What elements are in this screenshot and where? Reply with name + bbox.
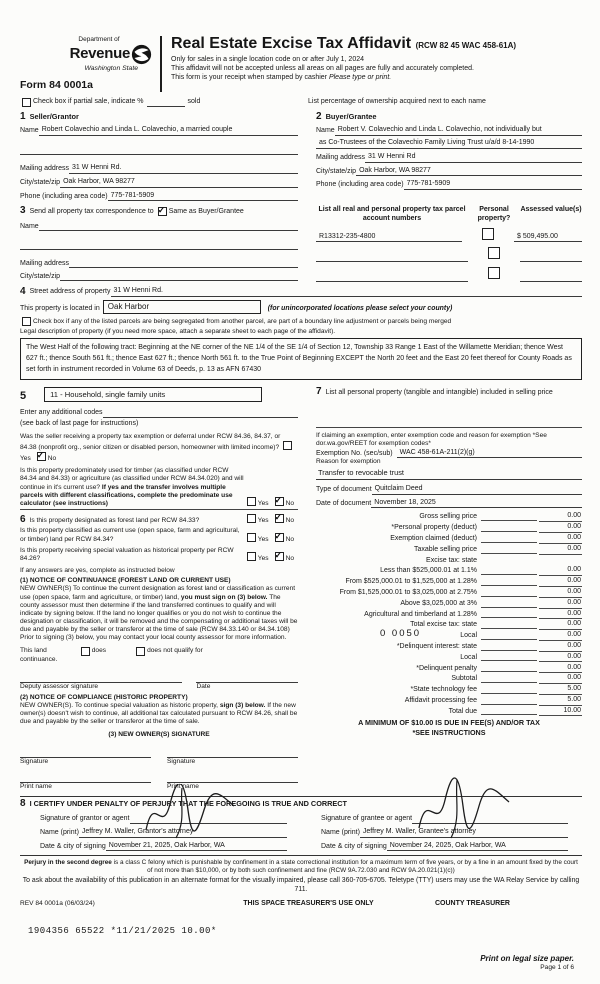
total-state-excise-field[interactable]: 0.00 — [539, 620, 582, 630]
revision-number: REV 84 0001a (06/03/24) — [20, 899, 95, 907]
seller-citystatezip-field[interactable]: Oak Harbor, WA 98277 — [60, 178, 298, 188]
exemption-code-field[interactable]: WAC 458-61A-211(2)(g) — [397, 449, 582, 459]
tax-correspondence-section: 3 Send all property tax correspondence to ✓ Same as Buyer/Grantee Name Mailing address City/state/zip — [20, 206, 308, 281]
perjury-notice: Perjury in the second degree is a class C felony which is punishable by confinement in a state correctional institution for a maximum term of five years, or by a fine in an amount fixed by the court of not more than $10,000, or by both such confinement and fine (RCW 9A.72.030 and RCW 9A.20.021(1)(c)) — [24, 859, 578, 875]
section6-number: 6 — [20, 514, 26, 526]
s6-q1-yes-checkbox[interactable] — [247, 514, 256, 523]
local-rate-code[interactable]: 0 0050 — [380, 628, 422, 640]
parcel-number-field-3[interactable] — [316, 273, 468, 282]
segregated-parcel-checkbox[interactable] — [22, 317, 31, 326]
personal-property-deduct-field[interactable]: 0.00 — [539, 523, 582, 533]
grantor-printed-name-field[interactable]: Jeffrey M. Waller, Grantor's attorney — [79, 828, 287, 838]
grantee-printed-name-field[interactable]: Jeffrey M. Waller, Grantee's attorney — [360, 828, 568, 838]
seller-heading: Seller/Grantor — [29, 111, 79, 121]
seller-name-extra-line[interactable] — [20, 146, 298, 155]
parcel-row — [316, 228, 582, 243]
exemption-instructions: If claiming an exemption, enter exemption code and reason for exemption *See dor.wa.gov/REET for exemption codes* — [316, 432, 547, 448]
exemption-deferral-question: Was the seller receiving a property tax exemption or deferral under RCW 84.36, 84.37, or 84.38 (nonprofit org., senior citizen or disabled person, homeowner with limited income)? Yes ✓ No — [20, 433, 298, 464]
s5-q2-no-checkbox[interactable] — [275, 497, 284, 506]
gross-selling-price-field[interactable]: 0.00 — [539, 512, 582, 522]
parcel-number-field-2[interactable] — [316, 253, 468, 262]
reason-for-exemption-label: Reason for exemption — [316, 458, 381, 466]
notice-continuance-title: (1) NOTICE OF CONTINUANCE (FOREST LAND OR CURRENT USE) — [20, 577, 231, 585]
buyer-name-field-line2[interactable]: as Co-Trustees of the Colavechio Family Living Trust u/a/d 8-14-1990 — [316, 139, 582, 149]
new-owners-signature-title: (3) NEW OWNER(S) SIGNATURE — [108, 730, 210, 738]
notice-compliance-body: NEW OWNER(S). To continue special valuation as historic property, sign (3) below. If the new owner(s) doesn't wish to continue, all additional tax calculated pursuant to RCW 84.26, shall be due and payable by the seller or transferor at the time of sale. — [20, 702, 298, 726]
grantor-signature-block: Signature of grantor or agent Name (print) Jeffrey M. Waller, Grantor's attorney Date & city of signing November 21, 2025, Oak Harbor, WA — [20, 810, 301, 852]
land-use-code-section — [20, 387, 298, 402]
new-owner-signature-field-1[interactable] — [20, 749, 151, 758]
correspondence-mailing-field[interactable] — [69, 259, 298, 268]
partial-sale-label: Check box if partial sale, indicate % — [33, 97, 144, 105]
section4-number: 4 — [20, 285, 26, 297]
parcel-row — [316, 247, 582, 262]
timber-agriculture-question: Is this property predominately used for timber (as classified under RCW 84.34 and 84.33) or agriculture (as classified under RCW 84.34.020) and will continue in it's current use? If yes and the transfer involves multiple parcels with different classifications, complete the predominate use calculator (see instructions) Yes ✓ No — [20, 467, 298, 510]
same-as-buyer-checkbox[interactable] — [158, 207, 167, 216]
total-due-field[interactable]: 10.00 — [539, 707, 582, 717]
reet-affidavit-form: Department of Revenue Washington State Form 84 0001a Real Estate Excise Tax Affidavit (RCW 82 45 WAC 458-61A) Only for sales in a single location code on or after July 1, 2024 This affidavit will not be accepted unless all areas on all pages are fully and accurately completed. This form is your receipt when stamped by cashier Please type or print. Check box if partial sale, indicate % sold List percentage of ownership acquired next to each name 1 Seller/Grantor Name Robert Colavechio and Linda L. Colavechio, a married couple Mailing address 31 W Henni Rd. City/state/zip Oak Harbor, WA 98277 Phone (including area code) 775-781-5909 2 Buyer/Grantee Name Robert V. Colavechio and Linda L. Colavechio, not individually but as Co-Trustees of the Colavechio Family Living Trust u/a/d 8-14-1990 Mailing address 31 W Henni Rd City/state/zip Oak Harbor, WA 98277 Phone (including area code) 775-781-5909 3 Send all property tax correspondence to ✓ Same as Buyer/Grantee Name Mailing address City/state/zip List all real and personal property tax parcel account numbers Personal property? Assessed value(s) R13312-235-4800 $ 509,495.00 4 Street address of property 31 W Henni Rd. This property is located in Oak Harbor (for unincorporated locations please select your county) Check box if any of the listed parcels are being segregated from another parcel, are part of a boundary line adjustment or parcels being merged Legal description of property (if you need more space, attach a separate sheet to each page of the affidavit). The West Half of the following tract: Beginning at the NE corner of the NE 1/4 of the SE 1/4 of Section 12, Township 33 Range 1 East of the Willamette Meridian; thence West 627 ft.; thence South 561 ft.; thence East 627 ft.; thence North 561 ft. to the True Point of Beginning EXCEPT the North 20 feet and the East 20 feet thereof for County Roads as set forth in instrument recorded in Volume 63 of Deeds, p. 13 as AFN 67430 5 11 - Household, single family units Enter any additional codes (see back of last page for instructions) Was the seller receiving a property tax exemption or deferral under RCW 84.36, 84.37, or 84.38 (nonprofit org., senior citizen or disabled person, homeowner with limited income)? Yes ✓ No Is this property predominately used for timber (as classified under RCW 84.34 and 84.33) or agriculture (as classified under RCW 84.34.020) and will continue in it's current use? If yes and the transfer involves multiple parcels with different classifications, complete the predominate use calculator (see instructions) Yes ✓ No 6 Is this property designated as forest land per RCW 84.33? Yes ✓ No Is this property classified as current use (open space, farm and agricultural, or timber) land per RCW 84.34? Yes ✓ No Is this property receiving special valuation as historical property per RCW 84.26? Yes ✓ No If any answers are yes, complete as instructed below (1) NOTICE OF CONTINUANCE (FOREST LAND OR CURRENT USE) NEW OWNER(S) To continue the current designation as forest land or classification as current use (open space, farm and agriculture, or timber) land, you must sign on (3) below. The county assessor must then determine if the land transferred continues to qualify and will indicate by signing below. If the land no longer qualifies or you do not wish to continue the designation or classification, it will be removed and the compensating or additional taxes will be due and payable by the seller or transferor at the time of sale (RCW 84.33.140 or 84.34.108) Prior to signing (3) below, you may contact your local county assessor for more information. This land does does not qualify for continuance. Deputy assessor signature Date (2) NOTICE OF COMPLIANCE (HISTORIC PROPERTY) NEW OWNER(S). To continue special valuation as historic property, sign (3) below. If the new owner(s) doesn't wish to continue, all additional tax calculated pursuant to RCW 84.26, shall be due and payable by the seller or transferor at the time of sale. (3) NEW OWNER(S) SIGNATURE Signature Signature Print name Print name 7 List all personal property (tangible and intangible) included in selling price If claiming an exemption, enter exemption code and reason for exemption *See dor.wa.gov/REET for exemption codes* Exemption No. (sec/sub) WAC 458-61A-211(2)(g) Reason for exemption Transfer to revocable trust Type of document Quitclaim Deed Date of document November 18, 2025 Gross selling price 0.00 *Personal property (deduct) 0.00 Exemption claimed (deduct) 0.00 Taxable selling price 0.00 Excise tax: state Less than $525,000.01 at 1.1% 0.00 From $525,000.01 to $1,525,000 at 1.28% 0.00 From $1,525,000.01 to $3,025,000 at 2.75% 0.00 Above $3,025,000 at 3% 0.00 Agricultural and timberland at 1.28% 0.00 Total excise tax: state 0.00 0 0050 Local 0.00 *Delinquent interest: state 0.00 Local 0.00 *Delinquent penalty 0.00 Subtotal 0.00 *State technology fee 5.00 Affidavit processing fee 5.00 Total due 10.00 A MINIMUM OF $10.00 IS DUE IN FEE(S) AND/OR TAX *SEE INSTRUCTIONS 8 I CERTIFY UNDER PENALTY OF PERJURY THAT THE FOREGOING IS TRUE AND CORRECT Signature of grantor or agent Name (print) Jeffrey M. Waller, Grantor's attorney Date & city of signing November 21, 2025, Oak Harbor, WA Signature of grantee or agent Name (print) Jeffrey M. Waller, Grantee's attorney Date & city of signing November 24, 2025, Oak Harbor, WA Perjury in the second degree is a class C felony which is punishable by confinement in a state correctional institution for a maximum term of five years, or by a fine in an amount fixed by the court of not more than $10,000, or by both such confinement and fine (RCW 9A.72.030 and RCW 9A.20.021(1)(c)) To ask about the availability of this publication in an alternate format for the visually impaired, please call 360-705-6705. Teletype (TTY) users may use the WA Relay Service by calling 711. REV 84 0001a (06/03/24) THIS SPACE TREASURER'S USE ONLY COUNTY TREASURER 1904356 65522 *11/21/2025 10.00* Print on legal size paper. Page 1 of 6 — [0, 0, 600, 984]
assessed-value-field-3[interactable] — [520, 273, 582, 282]
grantor-date-city-field[interactable]: November 21, 2025, Oak Harbor, WA — [106, 842, 287, 852]
parcel-row — [316, 267, 582, 282]
s5-q1-no-checkbox[interactable] — [37, 452, 46, 461]
page-indicator: Page 1 of 6 — [540, 963, 574, 971]
dor-logo-block — [20, 36, 162, 92]
s6-q2-yes-checkbox[interactable] — [247, 533, 256, 542]
unincorporated-note: (for unincorporated locations please select your county) — [267, 305, 453, 313]
section2-number: 2 — [316, 110, 322, 122]
seller-name-field[interactable]: Robert Colavechio and Linda L. Colavechio, a married couple — [39, 126, 298, 136]
new-owner-signature-field-2[interactable] — [167, 749, 298, 758]
revenue-wordmark: Revenue — [69, 45, 130, 63]
print-instructions: Print on legal size paper. Page 1 of 6 — [480, 953, 574, 971]
buyer-phone-field[interactable]: 775-781-5909 — [404, 180, 582, 190]
washington-state-label: Washington State — [84, 65, 138, 73]
land-use-code-field[interactable]: 11 - Household, single family units — [44, 387, 262, 402]
street-address-field[interactable]: 31 W Henni Rd. — [111, 287, 583, 297]
grantee-signature-block: Signature of grantee or agent Name (print) Jeffrey M. Waller, Grantee's attorney Date & city of signing November 24, 2025, Oak Harbor, WA — [301, 810, 582, 852]
excise-tax-table: Gross selling price 0.00 *Personal property (deduct) 0.00 Exemption claimed (deduct) 0.00 Taxable selling price 0.00 Excise tax: state Less than $525,000.01 at 1.1% 0.00 From $525,000.01 to $1,525,000 at 1.28% 0.00 From $1,525,000.01 to $3,025,000 at 2.75% 0.00 Above $3,025,000 at 3% 0.00 Agricultural and timberland at 1.28% 0.00 Total excise tax: state 0.00 0 0050 Local 0.00 *Delinquent interest: state 0.00 Local 0.00 *Delinquent penalty 0.00 Subtotal 0.00 *State technology fee 5.00 Affidavit processing fee 5.00 Total due 10.00 — [339, 512, 581, 715]
cashier-stamp: 1904356 65522 *11/21/2025 10.00* — [28, 926, 217, 937]
taxable-selling-price-field[interactable]: 0.00 — [539, 545, 582, 555]
buyer-grantee-section: 2 Buyer/Grantee Name Robert V. Colavechio and Linda L. Colavechio, not individually but as Co-Trustees of the Colavechio Family Living Trust u/a/d 8-14-1990 Mailing address 31 W Henni Rd City/state/zip Oak Harbor, WA 98277 Phone (including area code) 775-781-5909 — [308, 112, 582, 202]
personal-property-header: Personal property? — [477, 206, 511, 222]
agricultural-tax-field[interactable]: 0.00 — [539, 610, 582, 620]
personal-property-list-field[interactable] — [316, 397, 582, 428]
deputy-assessor-signature-field[interactable] — [20, 674, 182, 683]
seller-mailing-field[interactable]: 31 W Henni Rd. — [69, 164, 298, 174]
current-use-question: Is this property classified as current use (open space, farm and agricultural, or timber) land per RCW 84.34? Yes ✓ No — [20, 527, 298, 543]
land-qualify-row: This land does does not qualify for — [20, 647, 203, 655]
historical-property-question: Is this property receiving special valuation as historical property per RCW 84.26? Yes ✓ No — [20, 547, 298, 563]
county-treasurer-label: COUNTY TREASURER — [435, 899, 510, 907]
deputy-date-label: Date — [196, 682, 211, 690]
sold-label: sold — [187, 97, 201, 105]
personal-property-label: List all personal property (tangible and intangible) included in selling price — [325, 388, 553, 396]
seller-grantor-section: 1 Seller/Grantor Name Robert Colavechio and Linda L. Colavechio, a married couple Mailing address 31 W Henni Rd. City/state/zip Oak Harbor, WA 98277 Phone (including area code) 775-781-5909 — [20, 112, 308, 202]
s6-q3-yes-checkbox[interactable] — [247, 552, 256, 561]
form-title: Real Estate Excise Tax Affidavit (RCW 82 45 WAC 458-61A) — [171, 35, 517, 52]
ownership-percentage-note: List percentage of ownership acquired next to each name — [308, 97, 486, 105]
grantee-date-city-field[interactable]: November 24, 2025, Oak Harbor, WA — [387, 842, 568, 852]
partial-sale-percent-field[interactable] — [147, 98, 185, 107]
s5-q1-yes-checkbox[interactable] — [283, 441, 292, 450]
parcel-table — [308, 206, 582, 281]
subtotal-field[interactable]: 0.00 — [539, 674, 582, 684]
state-technology-fee-field[interactable]: 5.00 — [539, 685, 582, 695]
assessed-value-header: Assessed value(s) — [520, 206, 582, 214]
new-owner-printname-field-1[interactable] — [20, 774, 151, 783]
reason-for-exemption-value[interactable]: Transfer to revocable trust — [318, 467, 404, 477]
form-footer — [20, 855, 582, 937]
notice-compliance-title: (2) NOTICE OF COMPLIANCE (HISTORIC PROPERTY) — [20, 693, 188, 701]
tier2-tax-field[interactable]: 0.00 — [539, 577, 582, 587]
s6-q1-no-checkbox[interactable] — [275, 514, 284, 523]
assessed-value-field[interactable]: $ 509,495.00 — [514, 233, 582, 243]
partial-sale-checkbox[interactable] — [22, 98, 31, 107]
section7-number: 7 — [316, 385, 322, 397]
buyer-heading: Buyer/Grantee — [325, 111, 377, 121]
delinquent-interest-state-field[interactable]: 0.00 — [539, 642, 582, 652]
land-does-not-checkbox[interactable] — [136, 647, 145, 656]
additional-codes-field[interactable] — [103, 409, 299, 418]
legal-description-box[interactable]: The West Half of the following tract: Beginning at the NE corner of the NE 1/4 of the SE 1/4 of Section 12, Township 33 Range 1 East of the Willamette Meridian; thence West 627 ft.; thence South 561 ft.; thence East 627 ft.; thence North 561 ft. to the True Point of Beginning EXCEPT the North 20 feet and the East 20 feet thereof for County Roads as set forth in instrument recorded in Volume 63 of Deeds, p. 13 as AFN 67430 — [20, 338, 582, 380]
buyer-name-field-line1[interactable]: Robert V. Colavechio and Linda L. Colavechio, not individually but — [335, 126, 582, 136]
continuance-label: continuance. — [20, 655, 58, 663]
tier3-tax-field[interactable]: 0.00 — [539, 588, 582, 598]
parcel-number-field[interactable]: R13312-235-4800 — [316, 233, 462, 243]
form-header — [20, 36, 582, 92]
s6-q3-no-checkbox[interactable] — [275, 552, 284, 561]
personal-property-section — [316, 387, 582, 398]
correspondence-name-field[interactable] — [39, 222, 298, 231]
document-type-field[interactable]: Quitclaim Deed — [372, 485, 582, 495]
form-subtitle: Only for sales in a single location code on or after July 1, 2024 This affidavit will not be accepted unless all areas on all pages are fully and accurately completed. This form is your receipt when stamped by cashier Please type or print. — [171, 55, 474, 82]
location-select[interactable]: Oak Harbor — [103, 300, 261, 314]
local-excise-field[interactable]: 0.00 — [539, 631, 582, 641]
personal-property-checkbox-3[interactable] — [488, 267, 500, 279]
personal-property-checkbox-1[interactable] — [482, 228, 494, 240]
seller-phone-field[interactable]: 775-781-5909 — [108, 192, 298, 202]
forest-land-question: 6 Is this property designated as forest land per RCW 84.33? Yes ✓ No — [20, 514, 298, 525]
section5-number: 5 — [20, 390, 27, 403]
deputy-date-field[interactable] — [196, 674, 298, 683]
same-as-buyer-label: Same as Buyer/Grantee — [168, 207, 244, 215]
form-number: Form 84 0001a — [20, 78, 93, 91]
personal-property-checkbox-2[interactable] — [488, 247, 500, 259]
affidavit-processing-fee-field[interactable]: 5.00 — [539, 696, 582, 706]
see-back-note: (see back of last page for instructions) — [20, 420, 139, 428]
grantor-signature-field[interactable] — [130, 815, 287, 824]
s5-q2-yes-checkbox[interactable] — [247, 497, 256, 506]
delinquent-penalty-field[interactable]: 0.00 — [539, 664, 582, 674]
assessed-value-field-2[interactable] — [520, 253, 582, 262]
section3-number: 3 — [20, 205, 26, 217]
treasurer-use-label: THIS SPACE TREASURER'S USE ONLY — [243, 899, 374, 907]
notice-continuance-body: NEW OWNER(S) To continue the current designation as forest land or classification as current use (open space, farm and agriculture, or timber) land, you must sign on (3) below. The county assessor must then determine if the land transferred continues to qualify and will indicate by signing below. If the land no longer qualifies or you do not wish to continue the designation or classification, it will be removed and the compensating or additional taxes will be due and payable by the seller or transferor at the time of sale (RCW 84.33.140 or 84.34.108) Prior to signing (3) below, you may contact your local county assessor for more information. — [20, 585, 298, 642]
correspondence-extra-line[interactable] — [20, 241, 298, 250]
legal-description-label: Legal description of property (if you need more space, attach a separate sheet to each page of the affidavit). — [20, 327, 336, 335]
new-owner-printname-field-2[interactable] — [167, 774, 298, 783]
segregated-parcel-label: Check box if any of the listed parcels are being segregated from another parcel, are part of a boundary line adjustment or parcels being merged — [33, 317, 452, 325]
revenue-logo-icon — [131, 44, 152, 65]
land-does-checkbox[interactable] — [81, 647, 90, 656]
accessibility-notice: To ask about the availability of this publication in an alternate format for the visually impaired, please call 360-705-6705. Teletype (TTY) users may use the WA Relay Service by calling 711. — [22, 877, 580, 893]
correspondence-citystatezip-field[interactable] — [60, 272, 298, 281]
parcel-numbers-header: List all real and personal property tax parcel account numbers — [318, 206, 466, 222]
tier1-tax-field[interactable]: 0.00 — [539, 566, 582, 576]
s6-q2-no-checkbox[interactable] — [275, 533, 284, 542]
delinquent-interest-local-field[interactable]: 0.00 — [539, 653, 582, 663]
rcw-reference: (RCW 82 45 WAC 458-61A) — [415, 41, 517, 50]
deputy-assessor-label: Deputy assessor signature — [20, 682, 99, 690]
grantee-signature-field[interactable] — [412, 815, 568, 824]
exemption-claimed-field[interactable]: 0.00 — [539, 534, 582, 544]
minimum-due-note: A MINIMUM OF $10.00 IS DUE IN FEE(S) AND/OR TAX *SEE INSTRUCTIONS — [358, 718, 540, 737]
buyer-citystatezip-field[interactable]: Oak Harbor, WA 98277 — [356, 167, 582, 177]
certify-statement: I CERTIFY UNDER PENALTY OF PERJURY THAT THE FOREGOING IS TRUE AND CORRECT — [29, 799, 347, 809]
section8-number: 8 — [20, 798, 26, 810]
tier4-tax-field[interactable]: 0.00 — [539, 599, 582, 609]
section1-number: 1 — [20, 110, 26, 122]
if-yes-note: If any answers are yes, complete as instructed below — [20, 567, 175, 575]
document-date-field[interactable]: November 18, 2025 — [371, 499, 582, 509]
certification-section — [20, 796, 582, 851]
dept-of-label: Department of — [78, 36, 120, 43]
buyer-mailing-field[interactable]: 31 W Henni Rd — [365, 153, 582, 163]
property-address-section: 4 Street address of property 31 W Henni Rd. This property is located in Oak Harbor (for unincorporated locations please select your county) Check box if any of the listed parcels are being segregated from another parcel, are part of a boundary line adjustment or parcels being merged Legal description of property (if you need more space, attach a separate sheet to each page of the affidavit). The West Half of the following tract: Beginning at the NE corner of the NE 1/4 of the SE 1/4 of Section 12, Township 33 Range 1 East of the Willamette Meridian; thence West 627 ft.; thence South 561 ft.; thence East 627 ft.; thence North 561 ft. to the True Point of Beginning EXCEPT the North 20 feet and the East 20 feet thereof for County Roads as set forth in instrument recorded in Volume 63 of Deeds, p. 13 as AFN 67430 — [20, 287, 582, 380]
